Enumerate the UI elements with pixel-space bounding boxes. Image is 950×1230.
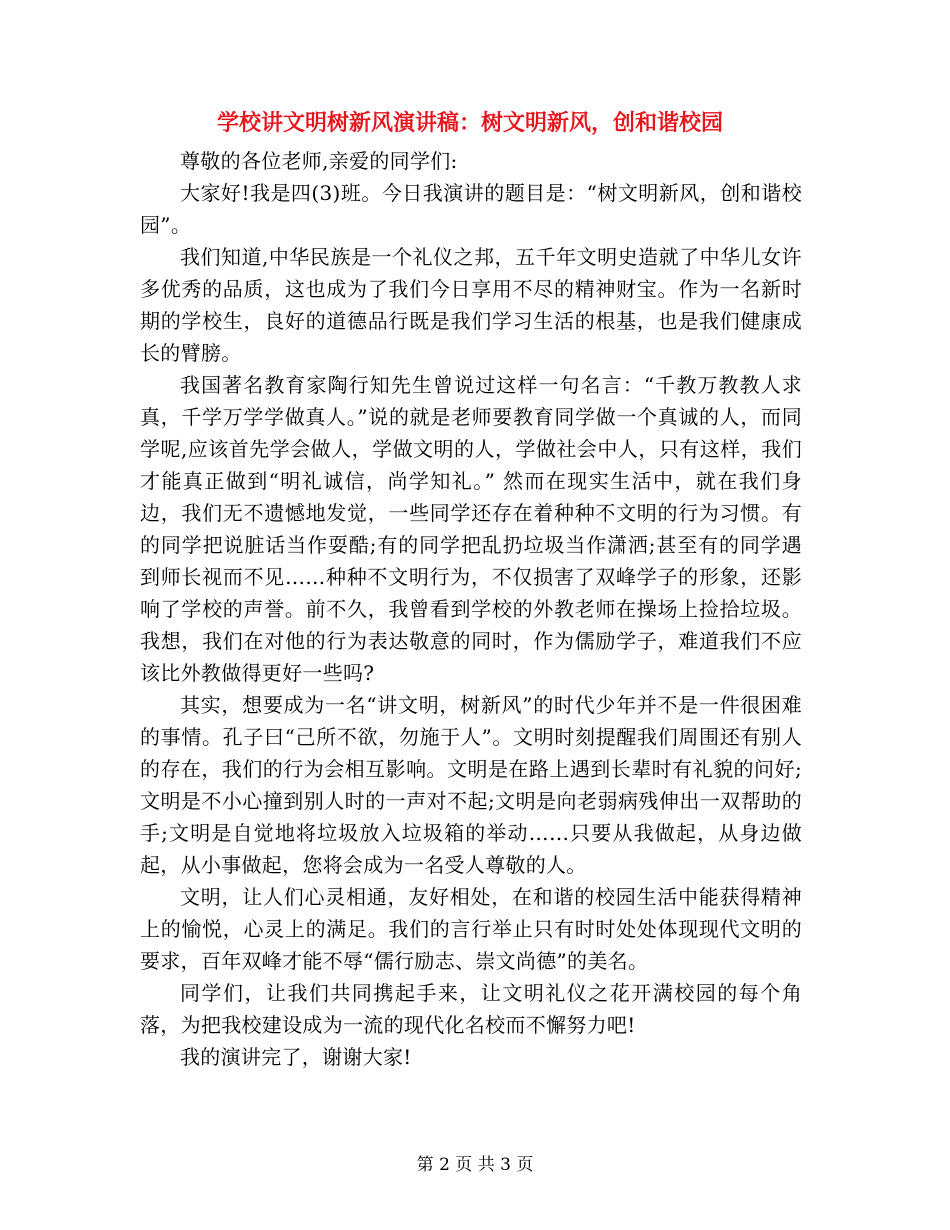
closing-paragraph: 我的演讲完了，谢谢大家!: [180, 1045, 412, 1069]
document-body: [140, 145, 802, 1073]
salutation-paragraph: 尊敬的各位老师,亲爱的同学们:: [180, 149, 458, 173]
document-title: 学校讲文明树新风演讲稿：树文明新风，创和谐校园: [216, 111, 723, 136]
body-paragraph: 我国著名教育家陶行知先生曾说过这样一句名言：“千教万教教人求真，千学万学学做真人。”说的就是老师要教育同学做一个真诚的人，而同学呢,应该首先学会做人，学做文明的人，学做社会中人，只有这样，我们才能真正做到“明礼诚信，尚学知礼。” 然而在现实生活中，就在我们身边，我们无不遗憾地发觉，一些同学还存在着种种不文明的行为习惯。有的同学把说脏话当作耍酷;有的同学把乱扔垃圾当作潇洒;甚至有的同学遇到师长视而不见……种种不文明行为，不仅损害了双峰学子的形象，还影响了学校的声誉。前不久，我曾看到学校的外教老师在操场上捡拾垃圾。我想，我们在对他的行为表达敬意的同时，作为儒励学子，难道我们不应该比外教做得更好一些吗?: [140, 373, 802, 685]
body-paragraph: 文明，让人们心灵相通，友好相处，在和谐的校园生活中能获得精神上的愉悦，心灵上的满足。我们的言行举止只有时时处处体现现代文明的要求，百年双峰才能不辱“儒行励志、崇文尚德”的美名。: [140, 885, 802, 973]
body-paragraph: 其实，想要成为一名“讲文明，树新风”的时代少年并不是一件很困难的事情。孔子曰“己所不欲，勿施于人”。文明时刻提醒我们周围还有别人的存在，我们的行为会相互影响。文明是在路上遇到长辈时有礼貌的问好;文明是不小心撞到别人时的一声对不起;文明是向老弱病残伸出一双帮助的手;文明是自觉地将垃圾放入垃圾箱的举动……只要从我做起，从身边做起，从小事做起，您将会成为一名受人尊敬的人。: [140, 693, 802, 877]
page-number-footer: 第 2 页 共 3 页: [416, 1155, 534, 1175]
body-paragraph: 同学们，让我们共同携起手来，让文明礼仪之花开满校园的每个角落，为把我校建设成为一流的现代化名校而不懈努力吧!: [140, 981, 802, 1037]
greeting-paragraph: 大家好!我是四(3)班。今日我演讲的题目是：“树文明新风，创和谐校园”。: [140, 181, 802, 237]
body-paragraph: 我们知道,中华民族是一个礼仪之邦，五千年文明史造就了中华儿女许多优秀的品质，这也成为了我们今日享用不尽的精神财宝。作为一名新时期的学校生，良好的道德品行既是我们学习生活的根基，也是我们健康成长的臂膀。: [140, 245, 802, 365]
